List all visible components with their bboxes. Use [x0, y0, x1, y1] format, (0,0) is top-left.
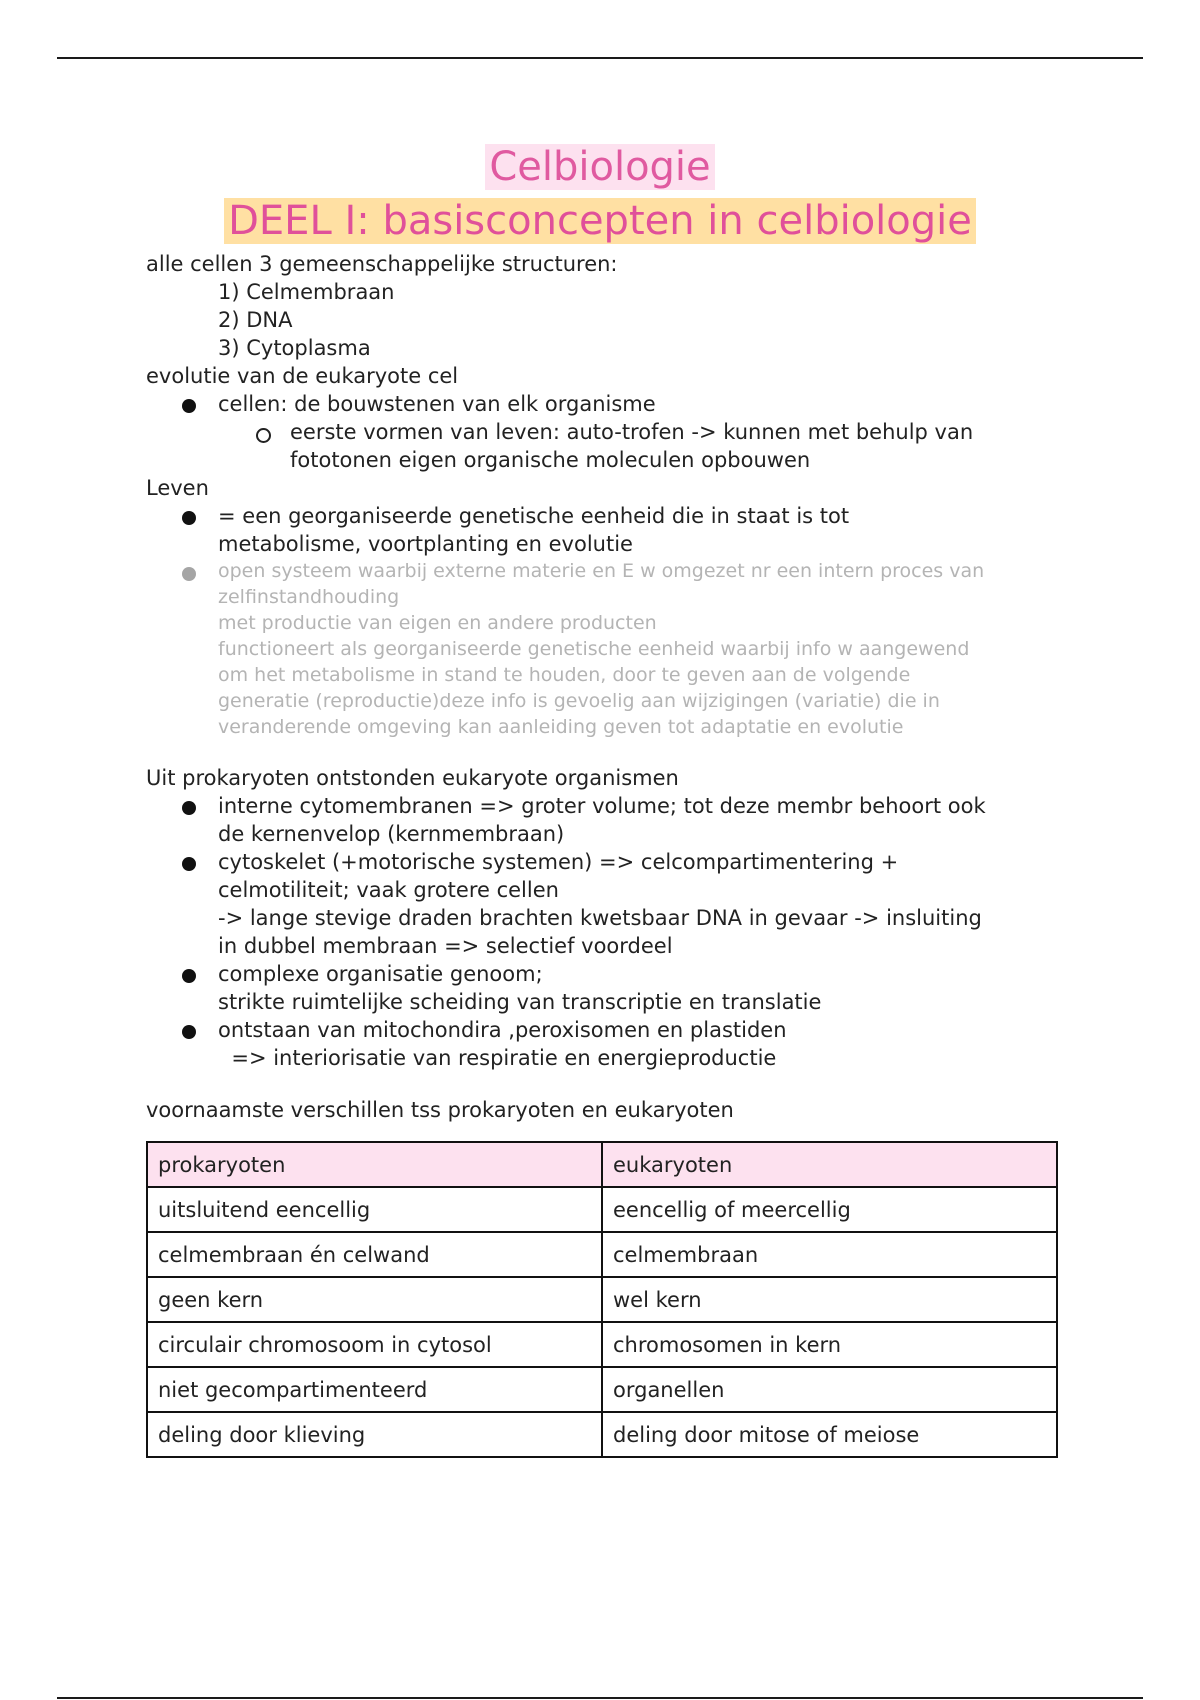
- bullet-text: de kernenvelop (kernmembraan): [218, 822, 565, 846]
- table-cell: organellen: [602, 1367, 1057, 1412]
- bullet-text: strikte ruimtelijke scheiding van transcriptie en translatie: [218, 990, 822, 1014]
- bullet-dot-icon: [182, 399, 196, 413]
- prok-heading: Uit prokaryoten ontstonden eukaryote organismen: [146, 766, 679, 790]
- table-cell: uitsluitend eencellig: [147, 1187, 602, 1232]
- bullet-dot-icon: [182, 511, 196, 525]
- table-cell: chromosomen in kern: [602, 1322, 1057, 1367]
- sub-bullet-text: eerste vormen van leven: auto-trofen -> kunnen met behulp van: [290, 420, 974, 444]
- table-cell: geen kern: [147, 1277, 602, 1322]
- table-row: [147, 1277, 1057, 1322]
- bullet-text: cellen: de bouwstenen van elk organisme: [218, 392, 656, 416]
- bullet-item: [146, 792, 1066, 848]
- table-cell: circulair chromosoom in cytosol: [147, 1322, 602, 1367]
- bullet-dot-icon: [182, 1025, 196, 1039]
- bullet-item: [146, 848, 1066, 960]
- table-header-row: [147, 1142, 1057, 1187]
- bullet-text: in dubbel membraan => selectief voordeel: [218, 934, 673, 958]
- structure-item: 1) Celmembraan: [218, 280, 395, 304]
- table-cell: deling door klieving: [147, 1412, 602, 1457]
- top-rule: [57, 57, 1143, 59]
- faded-text: open systeem waarbij externe materie en E w omgezet nr een intern proces van: [218, 560, 985, 582]
- bullet-dot-icon: [182, 969, 196, 983]
- bullet-dot-icon: [182, 567, 196, 581]
- table-cell: celmembraan én celwand: [147, 1232, 602, 1277]
- bullet-item: [146, 390, 1066, 418]
- table-row: [147, 1322, 1057, 1367]
- notes-body: [146, 250, 1066, 1124]
- table-header-cell: eukaryoten: [602, 1142, 1057, 1187]
- bullet-text: celmotiliteit; vaak grotere cellen: [218, 878, 559, 902]
- table-header-cell: prokaryoten: [147, 1142, 602, 1187]
- structure-item: 2) DNA: [218, 308, 293, 332]
- bullet-dot-icon: [182, 801, 196, 815]
- bullet-text: = een georganiseerde genetische eenheid die in staat is tot: [218, 504, 850, 528]
- table-cell: niet gecompartimenteerd: [147, 1367, 602, 1412]
- sub-bullet-text: fototonen eigen organische moleculen opbouwen: [290, 448, 811, 472]
- table-cell: deling door mitose of meiose: [602, 1412, 1057, 1457]
- bullet-text: => interiorisatie van respiratie en energieproductie: [218, 1046, 777, 1070]
- bullet-text: interne cytomembranen => groter volume; tot deze membr behoort ook: [218, 794, 986, 818]
- faded-text: generatie (reproductie)deze info is gevoelig aan wijzigingen (variatie) die in: [218, 690, 940, 712]
- faded-text: zelfinstandhouding: [218, 586, 400, 608]
- bullet-item: [146, 960, 1066, 1016]
- table-row: [147, 1412, 1057, 1457]
- title-row: [0, 142, 1200, 192]
- table-row: [147, 1187, 1057, 1232]
- leven-heading: Leven: [146, 476, 209, 500]
- bullet-text: ontstaan van mitochondira ,peroxisomen en plastiden: [218, 1018, 787, 1042]
- table-row: [147, 1232, 1057, 1277]
- table-cell: eencellig of meercellig: [602, 1187, 1057, 1232]
- bullet-item-faded: [146, 558, 1066, 740]
- intro-line: alle cellen 3 gemeenschappelijke structuren:: [146, 252, 618, 276]
- bullet-text: complexe organisatie genoom;: [218, 962, 543, 986]
- bullet-text: -> lange stevige draden brachten kwetsbaar DNA in gevaar -> insluiting: [218, 906, 982, 930]
- evolution-heading: evolutie van de eukaryote cel: [146, 364, 459, 388]
- table-cell: celmembraan: [602, 1232, 1057, 1277]
- faded-text: veranderende omgeving kan aanleiding geven tot adaptatie en evolutie: [218, 716, 904, 738]
- page-title: Celbiologie: [485, 144, 714, 190]
- hollow-circle-bullet-icon: [256, 428, 271, 443]
- bullet-text: cytoskelet (+motorische systemen) => celcompartimentering +: [218, 850, 899, 874]
- bullet-text: metabolisme, voortplanting en evolutie: [218, 532, 633, 556]
- faded-text: met productie van eigen en andere producten: [218, 612, 657, 634]
- structure-item: 3) Cytoplasma: [218, 336, 371, 360]
- sub-bullet-item: [146, 418, 1066, 474]
- bullet-item: [146, 502, 1066, 558]
- comparison-table: [146, 1141, 1058, 1458]
- table-cell: wel kern: [602, 1277, 1057, 1322]
- table-row: [147, 1367, 1057, 1412]
- bullet-dot-icon: [182, 857, 196, 871]
- subtitle-row: [0, 196, 1200, 246]
- faded-text: functioneert als georganiseerde genetische eenheid waarbij info w aangewend: [218, 638, 970, 660]
- faded-text: om het metabolisme in stand te houden, door te geven aan de volgende: [218, 664, 911, 686]
- page-subtitle: DEEL I: basisconcepten in celbiologie: [224, 198, 976, 244]
- bottom-rule: [57, 1697, 1143, 1699]
- table-caption: voornaamste verschillen tss prokaryoten en eukaryoten: [146, 1098, 734, 1122]
- bullet-item: [146, 1016, 1066, 1072]
